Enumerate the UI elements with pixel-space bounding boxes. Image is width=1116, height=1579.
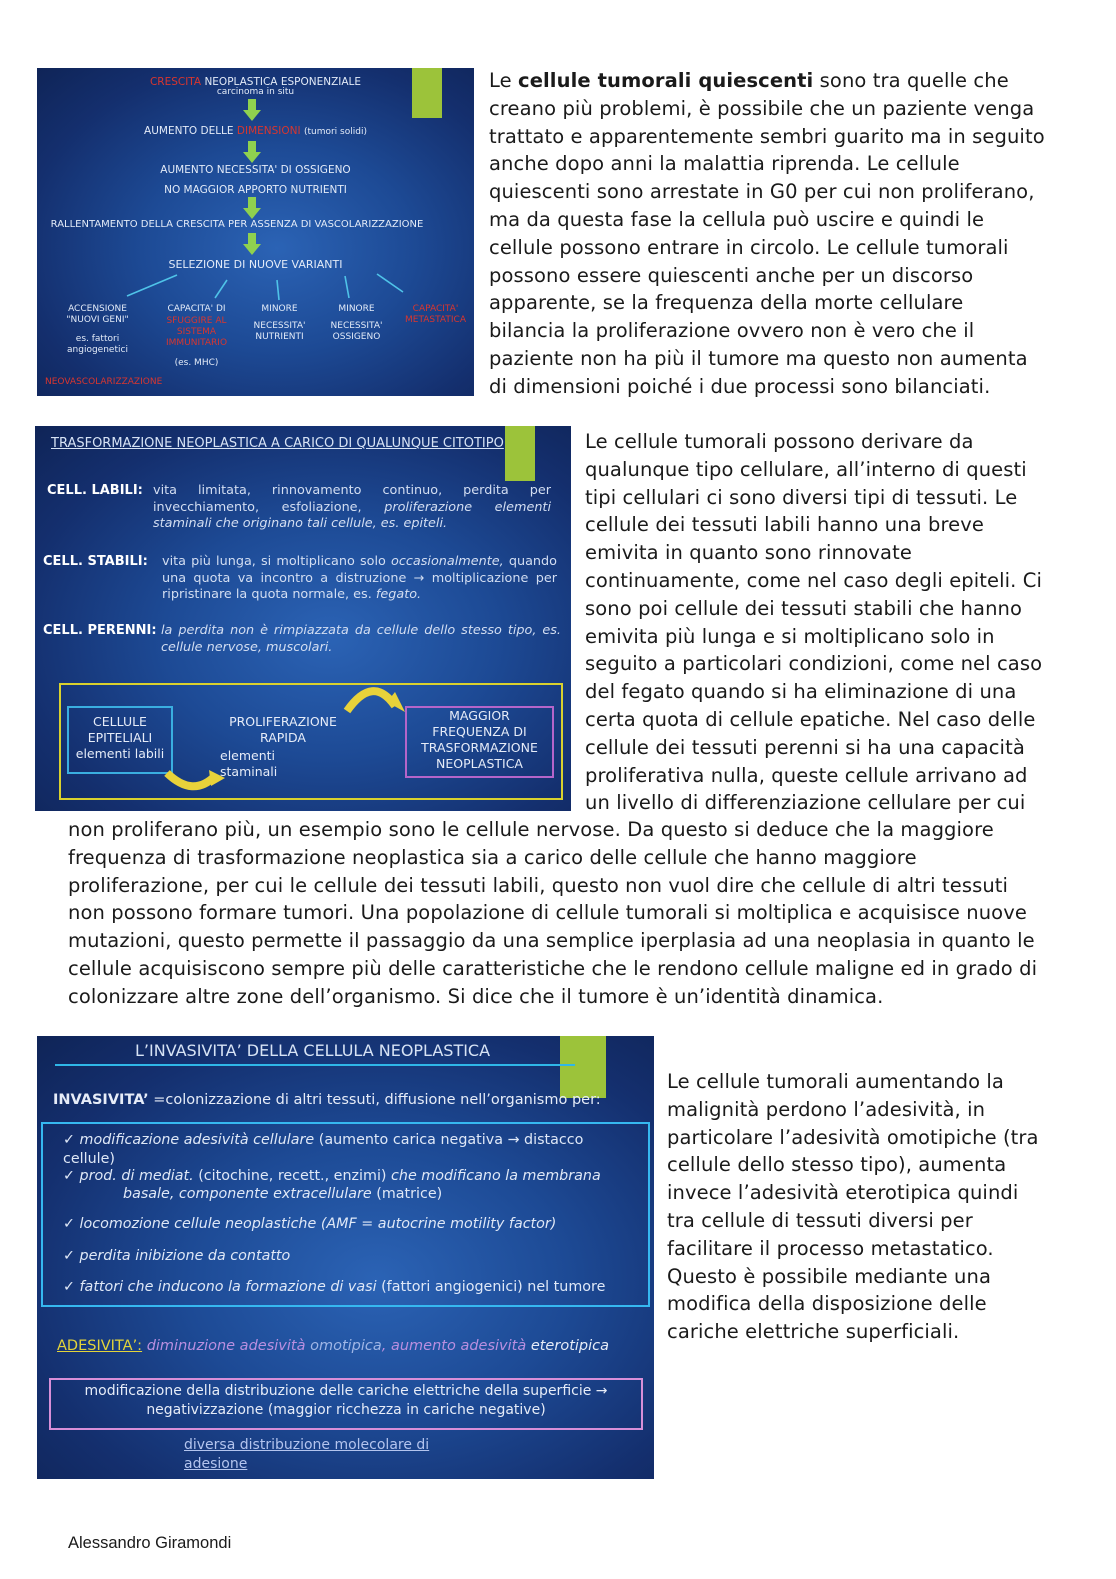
cariche-text: modificazione della distribuzione delle cariche elettriche della superficie → negativizzazione (maggior ricchezza in cariche negative) xyxy=(84,1383,608,1418)
slide1-bottom: NEOVASCOLARIZZAZIONE xyxy=(45,377,163,387)
variant-sfuggire-red: SFUGGIRE AL SISTEMA IMMUNITARIO xyxy=(165,316,228,348)
variant-nutrienti: MINORE xyxy=(261,304,298,314)
elementi-staminali: elementi staminali xyxy=(220,748,278,779)
paragraph-derivazione-continued: non proliferano più, un esempio sono le cellule nervose. Da questo si deduce che la maggiore frequenza di trasformazione neoplastica sia a carico delle cellule che hanno maggiore proliferazione, per cui le cellule dei tessuti labili, questo non vuol dire che cellule di altri tessuti non possono formare tumori. Una popolazione di cellule tumorali si moltiplica e acquisisce nuove mutazioni, questo permette il passaggio da una semplice iperplasia ad una neoplasia in quanto le cellule acquisiscono sempre più delle caratteristiche che le rendono cellule maligne ed in grado di colonizzare altre zone dell’organismo. Si dice che il tumore è un’identità dinamica. xyxy=(68,818,1038,1008)
slide1-line2: AUMENTO DELLE DIMENSIONI (tumori solidi) xyxy=(144,125,367,137)
paragraph-derivazione: Le cellule tumorali possono derivare da qualunque tipo cellulare, all’interno di questi tipi cellulari ci sono diversi tipi di tessuti. Le cellule dei tessuti labili hanno una breve emivita in quanto sono rinnovate continuamente, come nel caso degli epiteli. Ci sono poi cellule dei tessuti stabili che hanno emivita più lunga e si moltiplicano solo in seguito a particolari condizioni, come nel caso del fegato quando si ha eliminazione di una certa quota di cellule epatiche. Nel caso delle cellule dei tessuti perenni si ha una capacità proliferativa nulla, queste cellule arrivano ad un livello di differenziazione cellulare per cui xyxy=(585,430,1043,815)
proliferazione-rapida: PROLIFERAZIONE RAPIDA xyxy=(229,714,337,745)
variant-accensione-sub: es. fattori angiogenetici xyxy=(67,334,128,355)
label-cell-stabili: CELL. STABILI: xyxy=(43,554,148,569)
curved-arrow-icon xyxy=(35,426,571,811)
label-cell-perenni: CELL. PERENNI: xyxy=(43,623,157,638)
slide-accent-tab xyxy=(560,1036,606,1098)
variant-sfuggire-sub: (es. MHC) xyxy=(174,358,219,368)
list-item: ✓ fattori che inducono la formazione di vasi (fattori angiogenici) nel tumore xyxy=(63,1279,606,1295)
slide1-line5: RALLENTAMENTO DELLA CRESCITA PER ASSENZA DI VASCOLARIZZAZIONE xyxy=(50,219,424,230)
paragraph-quiescenti: Le cellule tumorali quiescenti sono tra quelle che creano più problemi, è possibile che un paziente venga trattato e apparentemente sembri guarito ma in seguito anche dopo anni la malattia riprenda. Le cellule quiescenti sono arrestate in G0 per cui non proliferano, ma da questa fase la cellula può uscire e quindi le cellule possono entrare in circolo. Le cellule tumorali possono essere quiescenti anche per un discorso apparente, se la frequenza della morte cellulare bilancia la proliferazione ovvero non è vero che il paziente non ha più il tumore ma questo non aumenta di dimensioni poiché i due processi sono bilanciati. xyxy=(489,69,1045,398)
box-cellule-epiteliali-text: CELLULE EPITELIALI elementi labili xyxy=(75,714,165,761)
invasivita-definition: INVASIVITA’ =colonizzazione di altri tessuti, diffusione nell’organismo per: xyxy=(53,1092,601,1108)
slide1-line4: NO MAGGIOR APPORTO NUTRIENTI xyxy=(164,184,347,196)
desc-cell-stabili: vita più lunga, si moltiplicano solo occasionalmente, quando una quota va incontro a distruzione → moltiplicazione per ripristinare la quota normale, es. fegato. xyxy=(162,554,557,602)
slide-crescita-neoplastica xyxy=(37,68,474,396)
slide3-title-underline xyxy=(55,1064,575,1066)
variant-ossigeno-sub: NECESSITA' OSSIGENO xyxy=(330,321,383,342)
slide2-title: TRASFORMAZIONE NEOPLASTICA A CARICO DI QUALUNQUE CITOTIPO xyxy=(51,436,504,451)
variant-ossigeno: MINORE xyxy=(338,304,375,314)
slide1-line6: SELEZIONE DI NUOVE VARIANTI xyxy=(168,258,343,271)
desc-cell-perenni: la perdita non è rimpiazzata da cellule dello stesso tipo, es. cellule nervose, muscolari. xyxy=(161,623,561,655)
adesione-link: diversa distribuzione molecolare di adesione xyxy=(184,1437,430,1472)
slide-trasformazione-neoplastica xyxy=(35,426,571,811)
variant-sfuggire: CAPACITA' DI xyxy=(167,304,226,314)
slide-invasivita xyxy=(37,1036,654,1479)
list-item-cont: basale, componente extracellulare (matrice) xyxy=(123,1186,443,1202)
variant-accensione: ACCENSIONE "NUOVI GENI" xyxy=(66,304,129,325)
variant-metastatica: CAPACITA' METASTATICA xyxy=(405,304,466,325)
list-item: ✓ locomozione cellule neoplastiche (AMF = autocrine motility factor) xyxy=(63,1216,557,1232)
adesivita-definition: ADESIVITA’: diminuzione adesività omotipica, aumento adesività eterotipica xyxy=(57,1338,609,1354)
slide1-line3: AUMENTO NECESSITA' DI OSSIGENO xyxy=(160,164,351,176)
list-item-cont: cellule) xyxy=(63,1151,116,1167)
paragraph-adesivita: Le cellule tumorali aumentando la malignità perdono l’adesività, in particolare l’adesività omotipiche (tra cellule dello stesso tipo), aumenta invece l’adesività eterotipica quindi tra cellule di tessuti diversi per facilitare il processo metastatico. Questo è possibile mediante una modifica della disposizione delle cariche elettriche superficiali. xyxy=(667,1070,1039,1344)
variant-nutrienti-sub: NECESSITA' NUTRIENTI xyxy=(253,321,306,342)
slide1-line1: CRESCITA NEOPLASTICA ESPONENZIALE xyxy=(149,76,362,88)
list-item: ✓ modificazione adesività cellulare (aumento carica negativa → distacco xyxy=(63,1132,584,1148)
slide3-title: L’INVASIVITA’ DELLA CELLULA NEOPLASTICA xyxy=(135,1041,491,1060)
desc-cell-labili: vita limitata, rinnovamento continuo, perdita per invecchiamento, esfoliazione, proliferazione elementi staminali che originano tali cellule, es. epiteli. xyxy=(153,483,551,531)
list-item: ✓ prod. di mediat. (citochine, recett., enzimi) che modificano la membrana xyxy=(63,1168,601,1184)
list-item: ✓ perdita inibizione da contatto xyxy=(63,1248,291,1264)
box-maggior-frequenza-text: MAGGIOR FREQUENZA DI TRASFORMAZIONE NEOPLASTICA xyxy=(421,708,538,771)
slide1-line1-sub: carcinoma in situ xyxy=(216,87,295,97)
footer-author: Alessandro Giramondi xyxy=(68,1534,232,1552)
label-cell-labili: CELL. LABILI: xyxy=(47,483,143,498)
